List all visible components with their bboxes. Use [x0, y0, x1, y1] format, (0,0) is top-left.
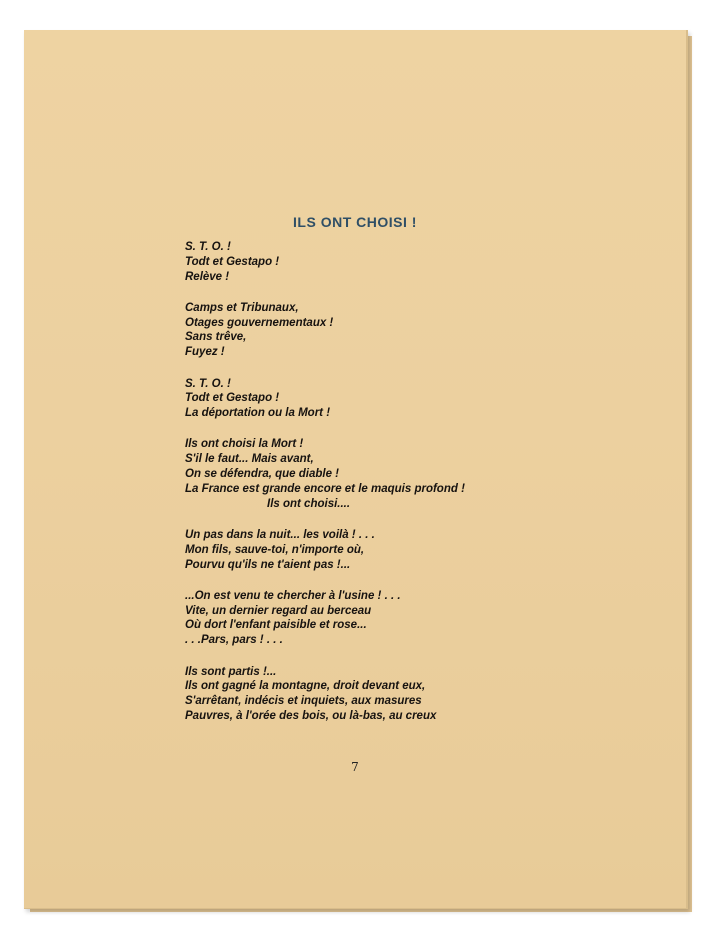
poem-line: Mon fils, sauve-toi, n'importe où,: [185, 543, 365, 556]
poem-line: Relève !: [185, 270, 230, 283]
poem-line: S'arrêtant, indécis et inquiets, aux masures: [185, 695, 422, 708]
stanza-6: [185, 589, 625, 648]
stanza-5: [185, 528, 625, 572]
poem-line: Todt et Gestapo !: [185, 392, 280, 405]
page-number: 7: [351, 760, 359, 774]
stanza-3: [185, 377, 625, 421]
poem-line: Pourvu qu'ils ne t'aient pas !...: [185, 558, 351, 571]
poem-line: S. T. O. !: [185, 241, 231, 253]
poem-line: Ils ont choisi la Mort !: [185, 438, 304, 451]
poem-line: Todt et Gestapo !: [185, 255, 280, 268]
paper-page: [24, 30, 688, 909]
poem-line-indented: Ils ont choisi....: [267, 497, 351, 510]
poem-line: ...On est venu te chercher à l'usine ! . . .: [185, 589, 401, 602]
poem-line: Pauvres, à l'orée des bois, ou là-bas, au creux: [185, 709, 437, 722]
stanza-2: [185, 301, 625, 360]
poem-line: La France est grande encore et le maquis profond !: [185, 482, 465, 495]
poem-body: [185, 240, 625, 740]
poem-line: Fuyez !: [185, 346, 225, 359]
poem-line: Vite, un dernier regard au berceau: [185, 604, 372, 617]
poem-line: On se défendra, que diable !: [185, 468, 340, 481]
poem-line: Où dort l'enfant paisible et rose...: [185, 619, 367, 632]
stanza-1: [185, 240, 625, 284]
poem-line: Ils sont partis !...: [185, 665, 277, 678]
stanza-4: [185, 437, 625, 511]
poem-title: ILS ONT CHOISI !: [293, 214, 417, 230]
poem-line: La déportation ou la Mort !: [185, 407, 331, 420]
poem-line: Ils ont gagné la montagne, droit devant eux,: [185, 680, 426, 693]
poem-line: Otages gouvernementaux !: [185, 316, 334, 329]
stanza-7: [185, 665, 625, 724]
poem-line: Un pas dans la nuit... les voilà ! . . .: [185, 528, 375, 541]
poem-line: Camps et Tribunaux,: [185, 301, 299, 314]
poem-line: Sans trêve,: [185, 331, 247, 344]
poem-line: . . .Pars, pars ! . . .: [185, 634, 283, 647]
poem-line: S. T. O. !: [185, 377, 231, 390]
poem-line: S'il le faut... Mais avant,: [185, 453, 314, 466]
